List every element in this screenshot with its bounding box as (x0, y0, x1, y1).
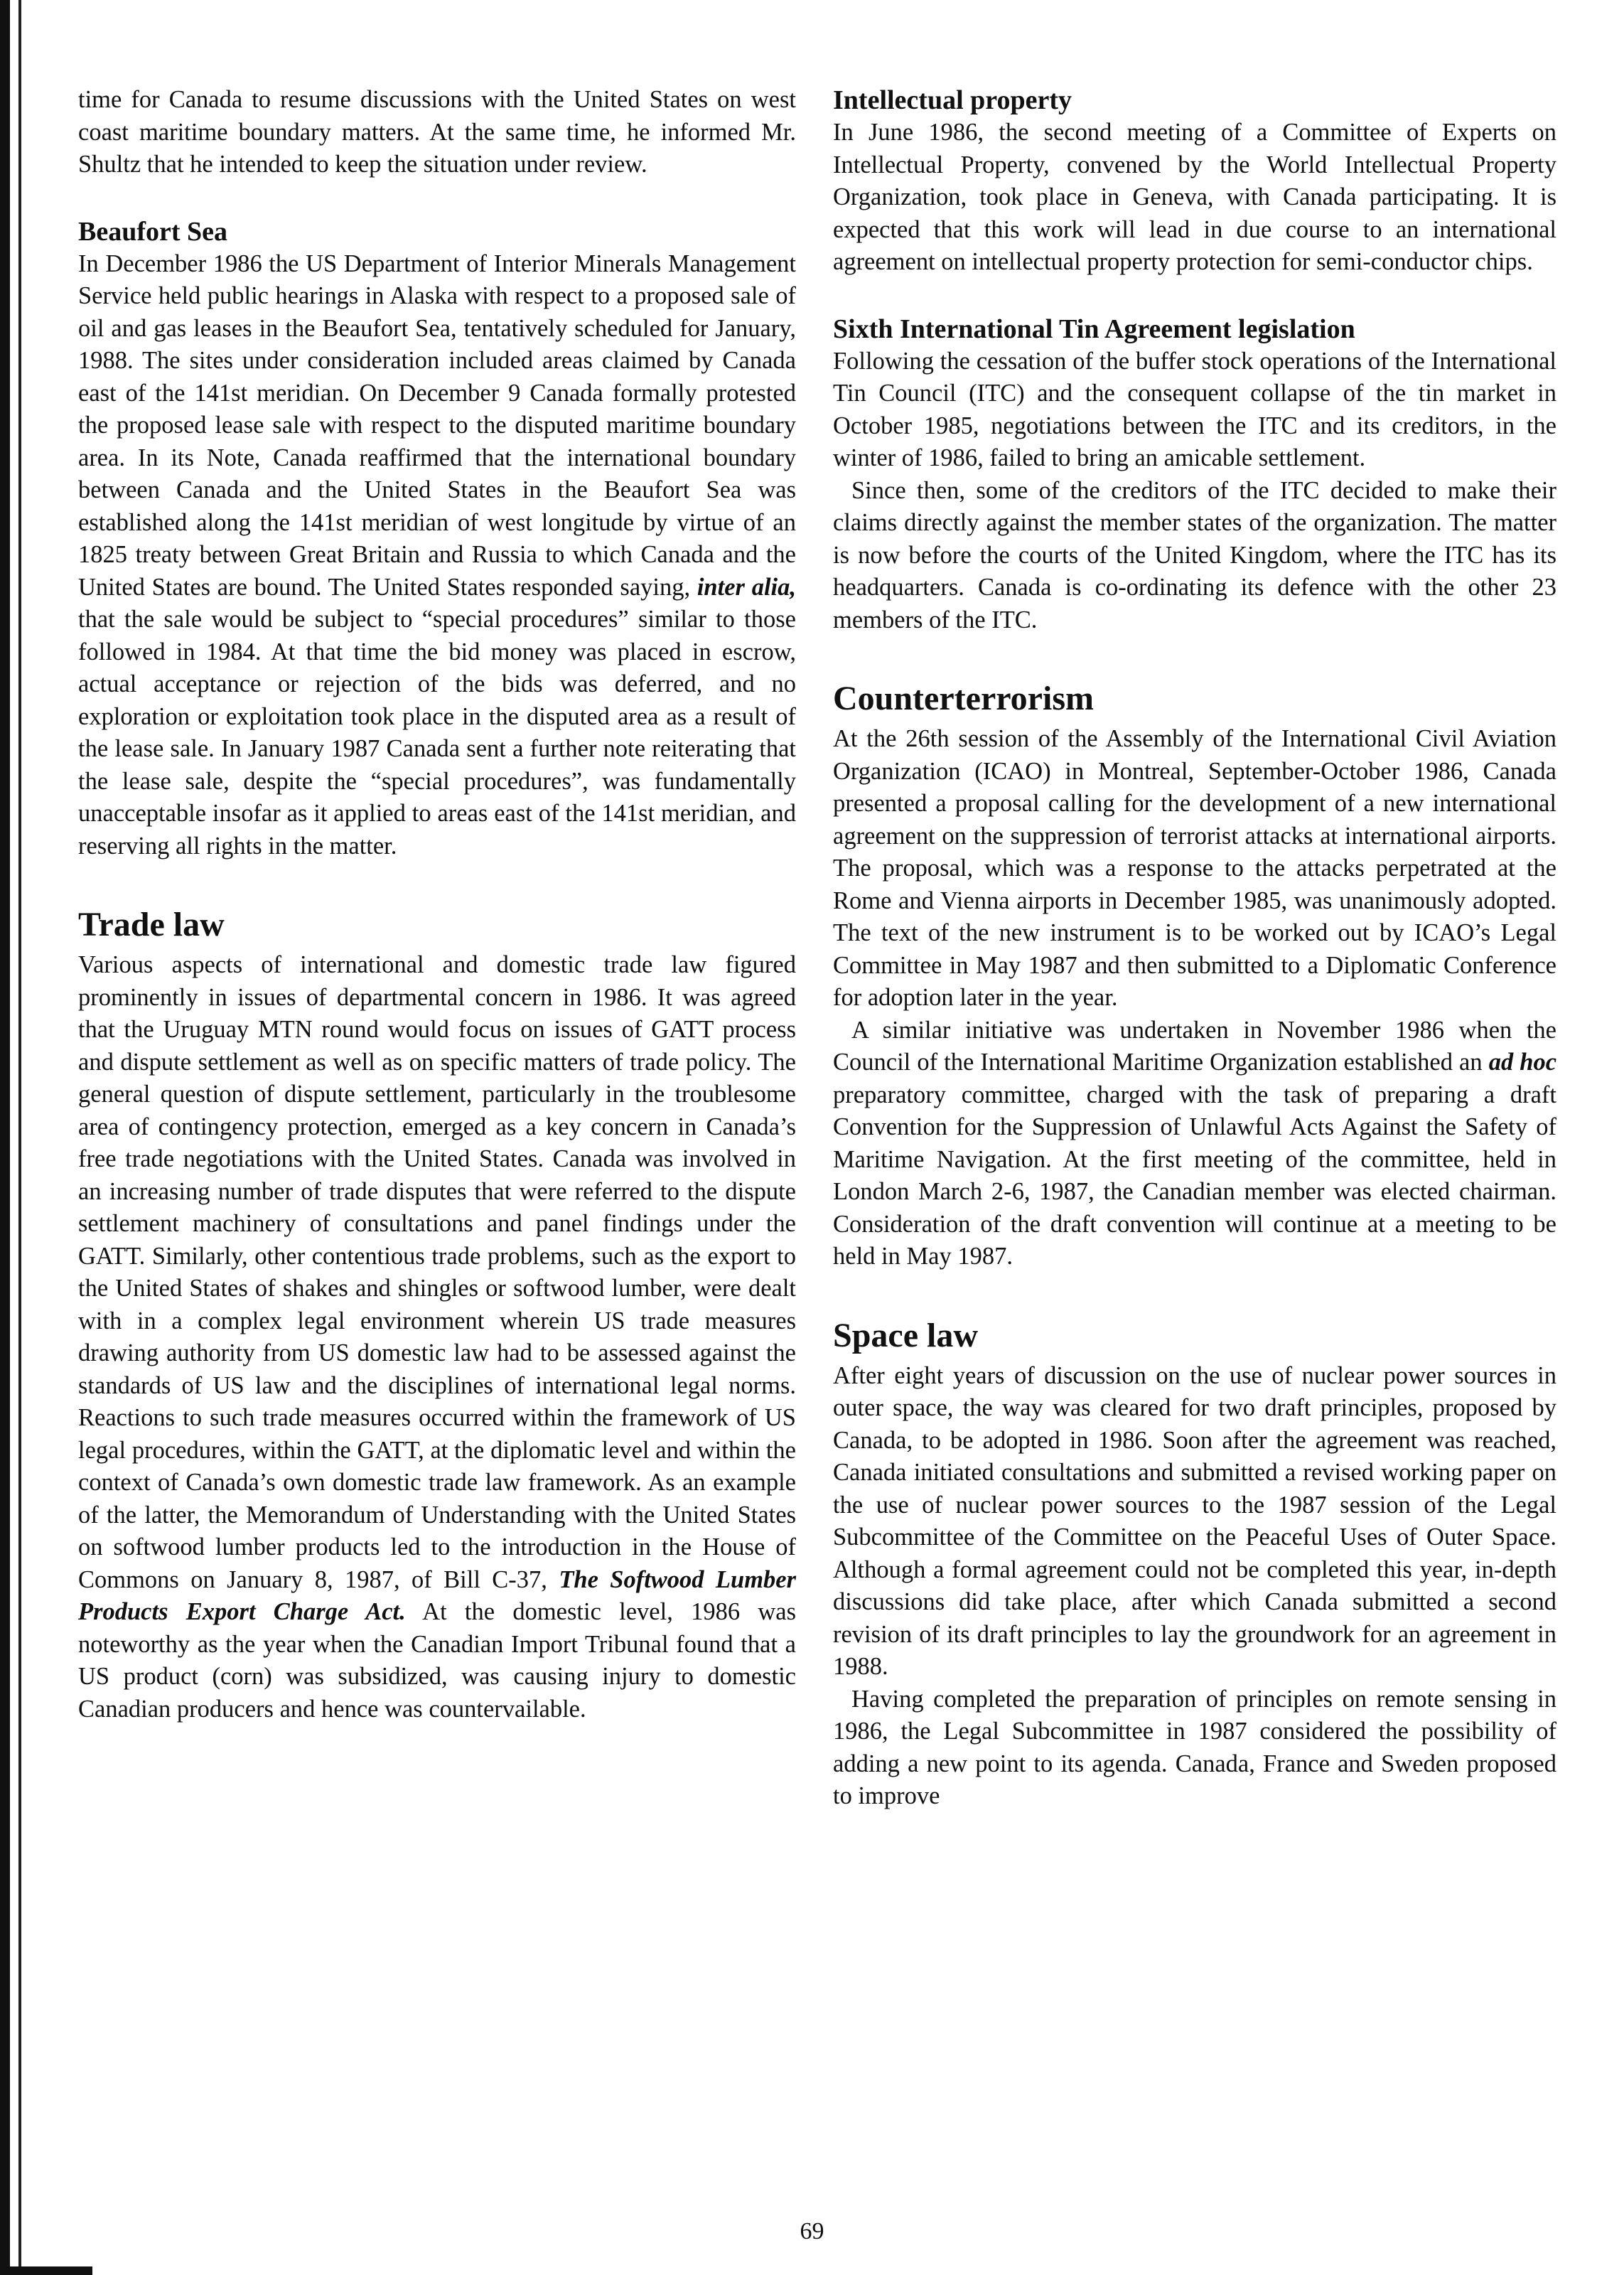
space-law-paragraph-2: Having completed the preparation of principles on remote sensing in 1986, the Legal Subcommittee in 1987 considered the possibility of adding a new point to its agenda. Canada, France and Sweden proposed to improve (833, 1685, 1556, 1809)
space-law-paragraph-1: After eight years of discussion on the use of nuclear power sources in outer space, the way was cleared for two draft principles, proposed by Canada, to be adopted in 1986. Soon after the agreement was reached, Canada initiated consultations and submitted a revised working paper on the use of nuclear power sources to the 1987 session of the Legal Subcommittee of the Committee on the Peaceful Uses of Outer Space. Although a formal agreement could not be completed this year, in-depth discussions did take place, after which Canada submitted a second revision of its draft principles to lay the groundwork for an agreement in 1988. (833, 1361, 1556, 1680)
trade-law-italic: The Softwood Lumber Products Export Charge Act. (78, 1565, 797, 1625)
beaufort-sea-heading: Beaufort Sea (78, 216, 228, 247)
beaufort-sea-italic: inter alia, (697, 573, 796, 601)
binding-foot (0, 2266, 92, 2275)
trade-law-text-1: Various aspects of international and domestic trade law figured prominently in issues of departmental concern in 1986. It was agreed that the Uruguay MTN round would focus on issues of GATT process and dispute settlement as well as on specific matters of trade policy. The general question of dispute settlement, particularly in the troublesome area of contingency protection, emerged as a key concern in Canada’s free trade negotiations with the United States. Canada was involved in an increasing number of trade disputes that were referred to the dispute settlement machinery of consultations and panel findings under the GATT. Similarly, other contentious trade problems, such as the export to the United States of shakes and shingles or softwood lumber, were dealt with in a complex legal environment wherein US trade measures drawing authority from US domestic law had to be assessed against the standards of US law and the disciplines of international legal norms. Reactions to such trade measures occurred within the framework of US legal procedures, within the GATT, at the diplomatic level and within the context of Canada’s own domestic trade law framework. As an example of the latter, the Memorandum of Understanding with the United States on softwood lumber products led to the introduction in the House of Commons on January 8, 1987, of Bill C-37, (78, 951, 796, 1593)
tin-agreement-paragraph-2: Since then, some of the creditors of the ITC decided to make their claims directly against the member states of the organization. The matter is now before the courts of the United Kingdom, where the ITC has its headquarters. Canada is co-ordinating its defence with the other 23 members of the ITC. (833, 476, 1556, 633)
counterterrorism-text-1: A similar initiative was undertaken in November 1986 when the Council of the International Maritime Organization established an (833, 1016, 1556, 1076)
beaufort-sea-paragraph (78, 248, 796, 863)
tin-agreement-heading: Sixth International Tin Agreement legislation (833, 314, 1355, 344)
counterterrorism-paragraph-1: At the 26th session of the Assembly of the International Civil Aviation Organization (ICAO) in Montreal, September-October 1986, Canada presented a proposal calling for the development of a new international agreement on the suppression of terrorist attacks at international airports. The proposal, which was a response to the attacks perpetrated at the Rome and Vienna airports in December 1985, was unanimously adopted. The text of the new instrument is to be worked out by ICAO’s Legal Committee in May 1987 and then submitted to a Diplomatic Conference for adoption later in the year. (833, 725, 1556, 1011)
beaufort-sea-text-1: In December 1986 the US Department of Interior Minerals Management Service held public hearings in Alaska with respect to a proposed sale of oil and gas leases in the Beaufort Sea, tentatively scheduled for January, 1988. The sites under consideration included areas claimed by Canada east of the 141st meridian. On December 9 Canada formally protested the proposed lease sale with respect to the disputed maritime boundary area. In its Note, Canada reaffirmed that the international boundary between Canada and the United States in the Beaufort Sea was established along the 141st meridian of west longitude by virtue of an 1825 treaty between Great Britain and Russia to which Canada and the United States are bound. The United States responded saying, (78, 250, 796, 601)
right-column (833, 84, 1556, 1813)
tin-agreement-paragraph-1: Following the cessation of the buffer stock operations of the International Tin Council (ITC) and the consequent collapse of the tin market in October 1985, negotiations between the ITC and its creditors, in the winter of 1986, failed to bring an amicable settlement. (833, 347, 1556, 471)
intellectual-property-paragraph: In June 1986, the second meeting of a Committee of Experts on Intellectual Property, convened by the World Intellectual Property Organization, took place in Geneva, with Canada participating. It is expected that this work will lead in due course to an international agreement on intellectual property protection for semi-conductor chips. (833, 119, 1556, 275)
left-column (78, 84, 796, 1725)
trade-law-paragraph (78, 949, 796, 1725)
space-law-heading: Space law (833, 1316, 978, 1354)
counterterrorism-italic: ad hoc (1488, 1049, 1557, 1076)
trade-law-heading: Trade law (78, 906, 225, 943)
beaufort-sea-text-2: that the sale would be subject to “special procedures” similar to those followed in 1984. At that time the bid money was placed in escrow, actual acceptance or rejection of the bids was deferred, and no exploration or exploitation took place in the disputed area as a result of the lease sale. In January 1987 Canada sent a further note reiterating that the lease sale, despite the “special procedures”, was fundamentally unacceptable insofar as it applied to areas east of the 141st meridian, and reserving all rights in the matter. (78, 606, 796, 860)
trade-law-text-2: At the domestic level, 1986 was noteworthy as the year when the Canadian Import Tribunal found that a US product (corn) was subsidized, was causing injury to domestic Canadian producers and hence was countervailable. (78, 1598, 797, 1723)
intellectual-property-heading: Intellectual property (833, 85, 1072, 115)
binding-edge (0, 0, 10, 2275)
counterterrorism-text-2: preparatory committee, charged with the task of preparing a draft Convention for the Suppression of Unlawful Acts Against the Safety of Maritime Navigation. At the first meeting of the committee, held in London March 2-6, 1987, the Canadian member was elected chairman. Consideration of the draft convention will continue at a meeting to be held in May 1987. (833, 1081, 1556, 1270)
binding-edge-inner (18, 0, 21, 2275)
intro-paragraph: time for Canada to resume discussions with the United States on west coast maritime boundary matters. At the same time, he informed Mr. Shultz that he intended to keep the situation under review. (78, 86, 796, 178)
page-number: 69 (800, 2218, 824, 2244)
counterterrorism-paragraph-2 (833, 1015, 1556, 1273)
counterterrorism-heading: Counterterrorism (833, 680, 1094, 717)
